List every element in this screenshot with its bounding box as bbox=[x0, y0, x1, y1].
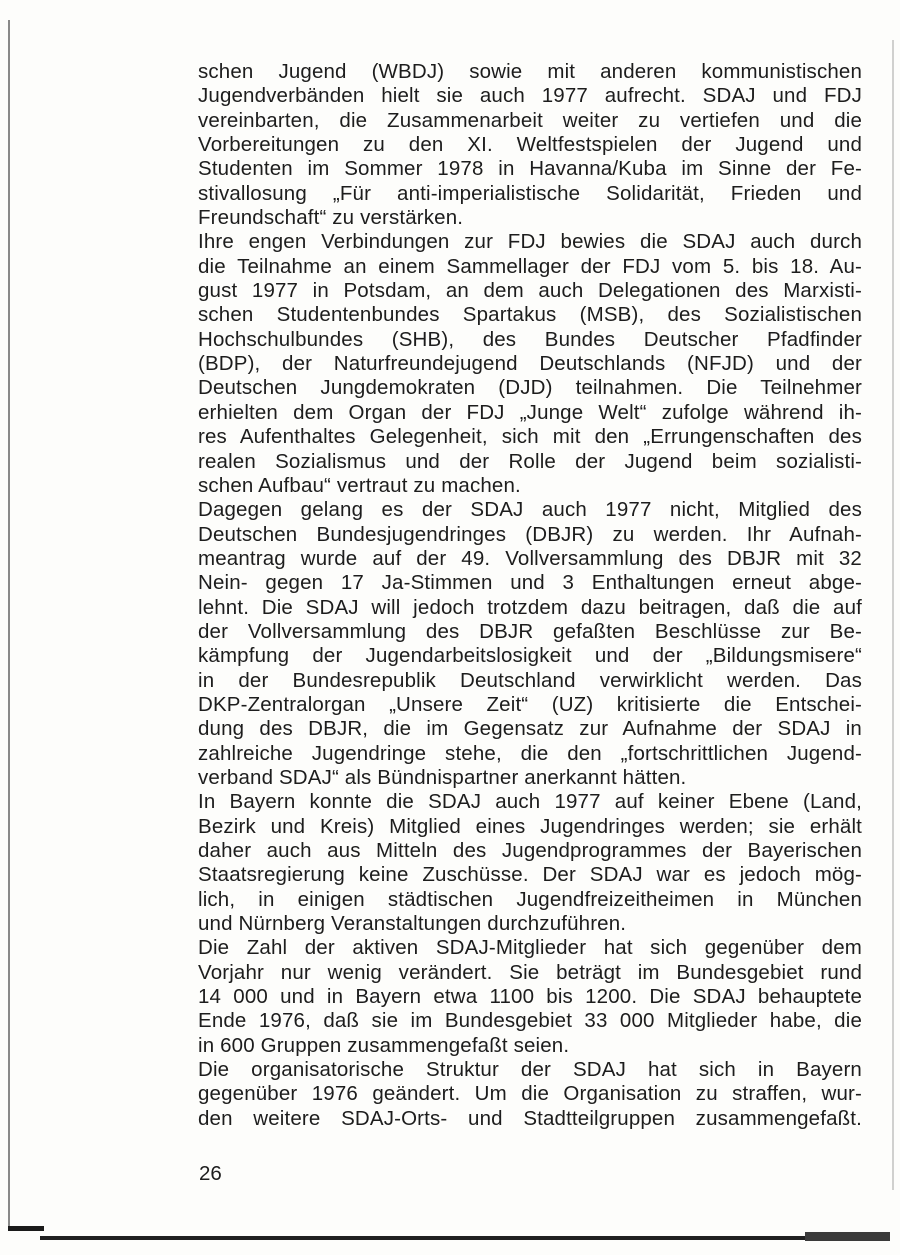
text-line: gegenüber 1976 geändert. Um die Organisation zu straffen, wur- bbox=[198, 1082, 862, 1106]
body-text bbox=[198, 60, 862, 1131]
text-line: (BDP), der Naturfreundejugend Deutschlands (NFJD) und der bbox=[198, 352, 862, 376]
text-line: schen Studentenbundes Spartakus (MSB), des Sozialistischen bbox=[198, 303, 862, 327]
text-line: Deutschen Bundesjugendringes (DBJR) zu werden. Ihr Aufnah- bbox=[198, 522, 862, 546]
text-line: lich, in einigen städtischen Jugendfreizeitheimen in München bbox=[198, 887, 862, 911]
paragraph bbox=[198, 936, 862, 1058]
text-line: realen Sozialismus und der Rolle der Jugend beim sozialisti- bbox=[198, 449, 862, 473]
text-line: 14 000 und in Bayern etwa 1100 bis 1200. Die SDAJ behauptete bbox=[198, 985, 862, 1009]
paragraph bbox=[198, 790, 862, 936]
text-line: kämpfung der Jugendarbeitslosigkeit und der „Bildungsmisere“ bbox=[198, 644, 862, 668]
paragraph bbox=[198, 1058, 862, 1131]
text-line: in der Bundesrepublik Deutschland verwirklicht werden. Das bbox=[198, 668, 862, 692]
page-number: 26 bbox=[199, 1162, 222, 1185]
text-line: Studenten im Sommer 1978 in Havanna/Kuba im Sinne der Fe- bbox=[198, 157, 862, 181]
text-line: Ende 1976, daß sie im Bundesgebiet 33 000 Mitglieder habe, die bbox=[198, 1009, 862, 1033]
text-line: den weitere SDAJ-Orts- und Stadtteilgruppen zusammengefaßt. bbox=[198, 1106, 862, 1130]
text-line: verband SDAJ“ als Bündnispartner anerkannt hätten. bbox=[198, 765, 687, 789]
text-line: daher auch aus Mitteln des Jugendprogrammes der Bayerischen bbox=[198, 839, 862, 862]
paragraph bbox=[198, 498, 862, 790]
text-line: In Bayern konnte die SDAJ auch 1977 auf keiner Ebene (Land, bbox=[198, 790, 862, 814]
text-line: in 600 Gruppen zusammengefaßt seien. bbox=[198, 1033, 570, 1057]
scan-edge-left bbox=[8, 20, 10, 1230]
text-line: Die Zahl der aktiven SDAJ-Mitglieder hat sich gegenüber dem bbox=[198, 936, 862, 960]
text-line: stivallosung „Für anti-imperialistische Solidarität, Frieden und bbox=[198, 181, 862, 205]
text-line: Staatsregierung keine Zuschüsse. Der SDAJ war es jedoch mög- bbox=[198, 863, 862, 887]
text-line: Bezirk und Kreis) Mitglied eines Jugendringes werden; sie erhält bbox=[198, 814, 862, 838]
text-line: schen Jugend (WBDJ) sowie mit anderen kommunistischen bbox=[198, 60, 862, 83]
text-line: zahlreiche Jugendringe stehe, die den „fortschrittlichen Jugend- bbox=[198, 741, 862, 765]
text-line: gust 1977 in Potsdam, an dem auch Delegationen des Marxisti- bbox=[198, 279, 862, 303]
text-line: Ihre engen Verbindungen zur FDJ bewies die SDAJ auch durch bbox=[198, 230, 862, 254]
text-line: Freundschaft“ zu verstärken. bbox=[198, 206, 464, 230]
paragraph bbox=[198, 60, 862, 230]
scan-edge-bottom bbox=[40, 1236, 890, 1240]
text-line: meantrag wurde auf der 49. Vollversammlung des DBJR mit 32 bbox=[198, 546, 862, 570]
text-line: lehnt. Die SDAJ will jedoch trotzdem dazu beitragen, daß die auf bbox=[198, 595, 862, 619]
text-line: res Aufenthaltes Gelegenheit, sich mit den „Errungenschaften des bbox=[198, 425, 862, 449]
text-line: dung des DBJR, die im Gegensatz zur Aufnahme der SDAJ in bbox=[198, 717, 862, 741]
text-line: Dagegen gelang es der SDAJ auch 1977 nicht, Mitglied des bbox=[198, 498, 862, 522]
text-line: Nein- gegen 17 Ja-Stimmen und 3 Enthaltungen erneut abge- bbox=[198, 571, 862, 595]
scan-edge-bottom-mark bbox=[805, 1232, 890, 1241]
text-line: und Nürnberg Veranstaltungen durchzuführen. bbox=[198, 912, 627, 936]
text-line: Hochschulbundes (SHB), des Bundes Deutscher Pfadfinder bbox=[198, 327, 862, 351]
text-line: erhielten dem Organ der FDJ „Junge Welt“ zufolge während ih- bbox=[198, 400, 862, 424]
scan-edge-right bbox=[892, 40, 894, 1190]
paragraph bbox=[198, 230, 862, 498]
text-line: vereinbarten, die Zusammenarbeit weiter zu vertiefen und die bbox=[198, 108, 862, 132]
text-line: der Vollversammlung des DBJR gefaßten Beschlüsse zur Be- bbox=[198, 619, 862, 643]
text-line: Die organisatorische Struktur der SDAJ hat sich in Bayern bbox=[198, 1058, 862, 1082]
text-line: die Teilnahme an einem Sammellager der FDJ vom 5. bis 18. Au- bbox=[198, 254, 862, 278]
text-line: Jugendverbänden hielt sie auch 1977 aufrecht. SDAJ und FDJ bbox=[198, 84, 862, 108]
text-line: Deutschen Jungdemokraten (DJD) teilnahmen. Die Teilnehmer bbox=[198, 376, 862, 400]
text-line: schen Aufbau“ vertraut zu machen. bbox=[198, 473, 521, 497]
text-line: Vorjahr nur wenig verändert. Sie beträgt im Bundesgebiet rund bbox=[198, 960, 862, 984]
text-line: DKP-Zentralorgan „Unsere Zeit“ (UZ) kritisierte die Entschei- bbox=[198, 692, 862, 716]
text-line: Vorbereitungen zu den XI. Weltfestspielen der Jugend und bbox=[198, 133, 862, 157]
scan-edge-left-foot bbox=[8, 1226, 44, 1231]
